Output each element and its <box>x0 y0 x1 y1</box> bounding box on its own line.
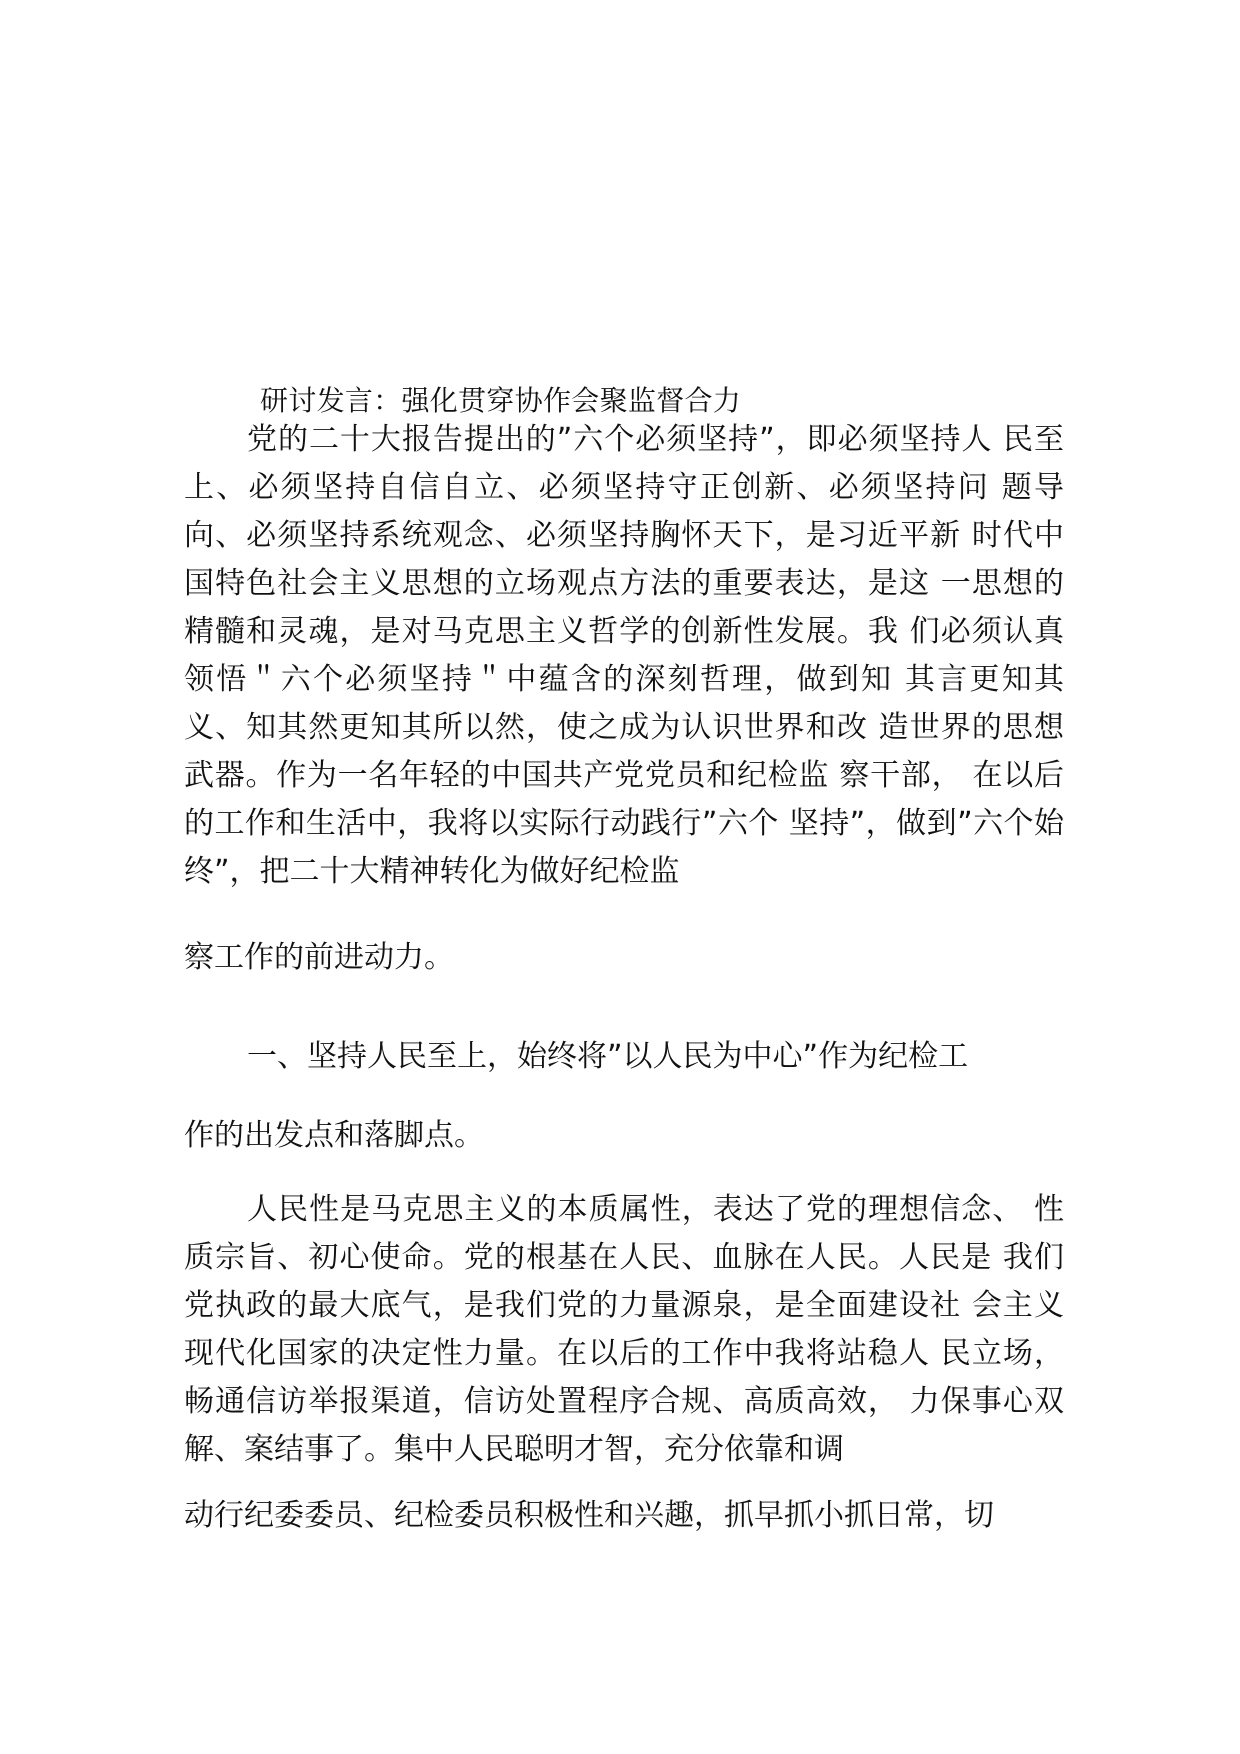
body-paragraph-2 <box>184 1186 1064 1474</box>
text-line: 义、知其然更知其所以然，使之成为认识世界和改 造世界的思想 <box>184 710 1064 745</box>
text-line: 人民性是马克思主义的本质属性，表达了党的理想信念、 性 <box>247 1192 1064 1227</box>
text-line: 精髓和灵魂，是对马克思主义哲学的创新性发展。我 们必须认真 <box>184 614 1064 649</box>
intro-paragraph-tail: 察工作的前进动力。 <box>184 940 454 975</box>
text-line: 上、必须坚持自信自立、必须坚持守正创新、必须坚持问 题导 <box>184 470 1064 505</box>
text-line: 党执政的最大底气，是我们党的力量源泉，是全面建设社 会主义 <box>184 1288 1064 1323</box>
text-line: 党的二十大报告提出的”六个必须坚持”，即必须坚持人 民至 <box>247 422 1064 457</box>
text-line: 国特色社会主义思想的立场观点方法的重要表达，是这 一思想的 <box>184 566 1064 601</box>
text-line: 的工作和生活中，我将以实际行动践行”六个 坚持”，做到”六个始 <box>184 806 1064 841</box>
document-title: 研讨发言：强化贯穿协作会聚监督合力 <box>260 384 742 417</box>
intro-paragraph <box>184 416 1064 896</box>
section-heading-1-continued: 作的出发点和落脚点。 <box>184 1118 484 1153</box>
text-line: 武器。作为一名年轻的中国共产党党员和纪检监 察干部， 在以后 <box>184 758 1064 793</box>
text-line: 畅通信访举报渠道，信访处置程序合规、高质高效， 力保事心双 <box>184 1384 1064 1419</box>
text-line: 质宗旨、初心使命。党的根基在人民、血脉在人民。人民是 我们 <box>184 1240 1064 1275</box>
text-line: 向、必须坚持系统观念、必须坚持胸怀天下，是习近平新 时代中 <box>184 518 1064 553</box>
body-paragraph-2-tail: 动行纪委委员、纪检委员积极性和兴趣，抓早抓小抓日常，切 <box>184 1498 994 1533</box>
text-line: 现代化国家的决定性力量。在以后的工作中我将站稳人 民立场， <box>184 1336 1064 1371</box>
section-heading-1: 一、坚持人民至上，始终将”以人民为中心”作为纪检工 <box>247 1039 969 1074</box>
text-line: 领悟＂六个必须坚持＂中蕴含的深刻哲理，做到知 其言更知其 <box>184 662 1064 697</box>
text-line: 解、案结事了。集中人民聪明才智，充分依靠和调 <box>184 1432 844 1467</box>
text-line: 终”，把二十大精神转化为做好纪检监 <box>184 854 680 889</box>
